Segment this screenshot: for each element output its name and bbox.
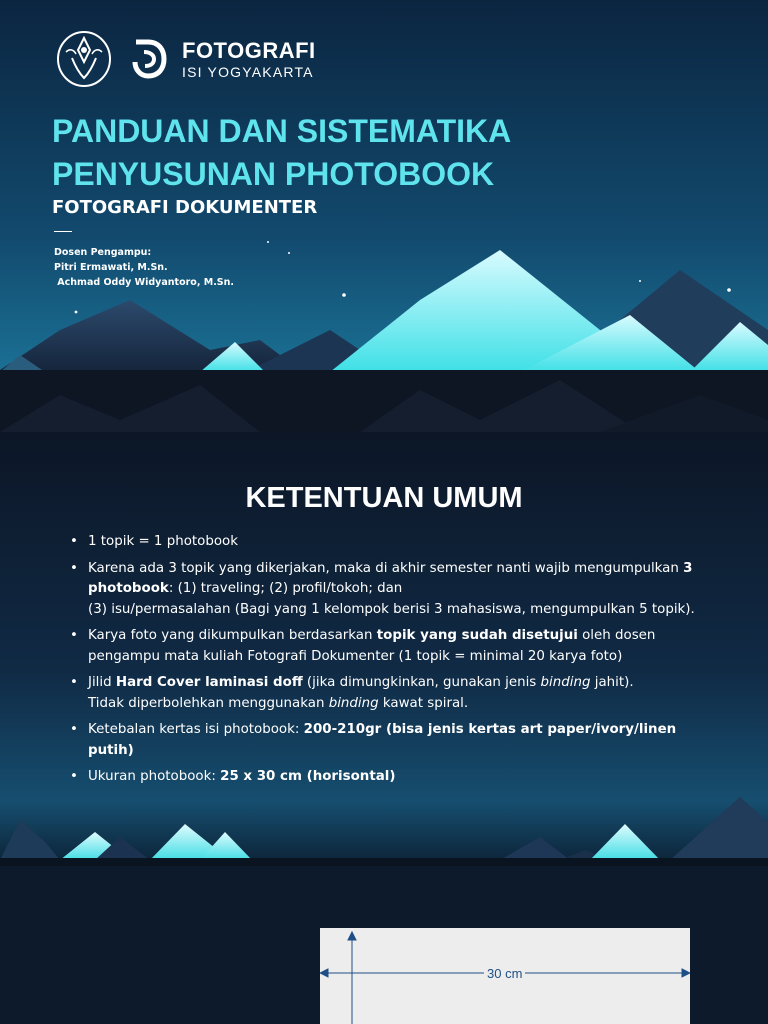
brand-title: FOTOGRAFI — [182, 37, 316, 63]
lecturers-block — [54, 245, 234, 290]
university-emblem-icon — [52, 28, 116, 90]
title-slide — [0, 0, 768, 432]
photobook-size-diagram — [320, 928, 690, 1024]
list-item: • Jilid Hard Cover laminasi doff (jika dimungkinkan, gunakan jenis binding jahit). Tidak diperbolehkan menggunakan binding kawat spiral. — [68, 673, 718, 714]
section-title: KETENTUAN UMUM — [245, 482, 523, 514]
brand-subtitle: ISI YOGYAKARTA — [182, 63, 314, 80]
list-item: • Karya foto yang dikumpulkan berdasarkan topik yang sudah disetujui oleh dosen pengampu mata kuliah Fotografi Dokumenter (1 topik = minimal 20 karya foto) — [68, 626, 718, 667]
page-subtitle: FOTOGRAFI DOKUMENTER — [52, 197, 318, 218]
lecturer-name: Achmad Oddy Widyantoro, M.Sn. — [54, 277, 235, 288]
fotografi-logo-icon — [130, 36, 168, 82]
lecturers-label: Dosen Pengampu: — [54, 247, 152, 258]
rules-list — [68, 532, 718, 794]
brand-text — [182, 37, 316, 80]
general-rules-slide — [0, 432, 768, 866]
divider — [54, 231, 72, 232]
title-line-2: PENYUSUNAN PHOTOBOOK — [52, 156, 495, 192]
size-slide — [0, 866, 768, 1024]
list-item: • Karena ada 3 topik yang dikerjakan, maka di akhir semester nanti wajib mengumpulkan 3 photobook: (1) traveling; (2) profil/tokoh; dan (3) isu/permasalahan (Bagi yang 1 kelompok berisi 3 mahasiswa, mengumpulkan 5 topik). — [68, 559, 718, 621]
list-item: • Ukuran photobook: 25 x 30 cm (horisontal) — [68, 767, 718, 788]
width-label: 30 cm — [484, 966, 525, 981]
page-title — [52, 110, 732, 196]
list-item: • Ketebalan kertas isi photobook: 200-210gr (bisa jenis kertas art paper/ivory/linen putih) — [68, 720, 718, 761]
lecturer-name: Pitri Ermawati, M.Sn. — [54, 262, 168, 273]
logo-group — [52, 28, 316, 90]
list-item: • 1 topik = 1 photobook — [68, 532, 718, 553]
title-line-1: PANDUAN DAN SISTEMATIKA — [52, 113, 512, 149]
